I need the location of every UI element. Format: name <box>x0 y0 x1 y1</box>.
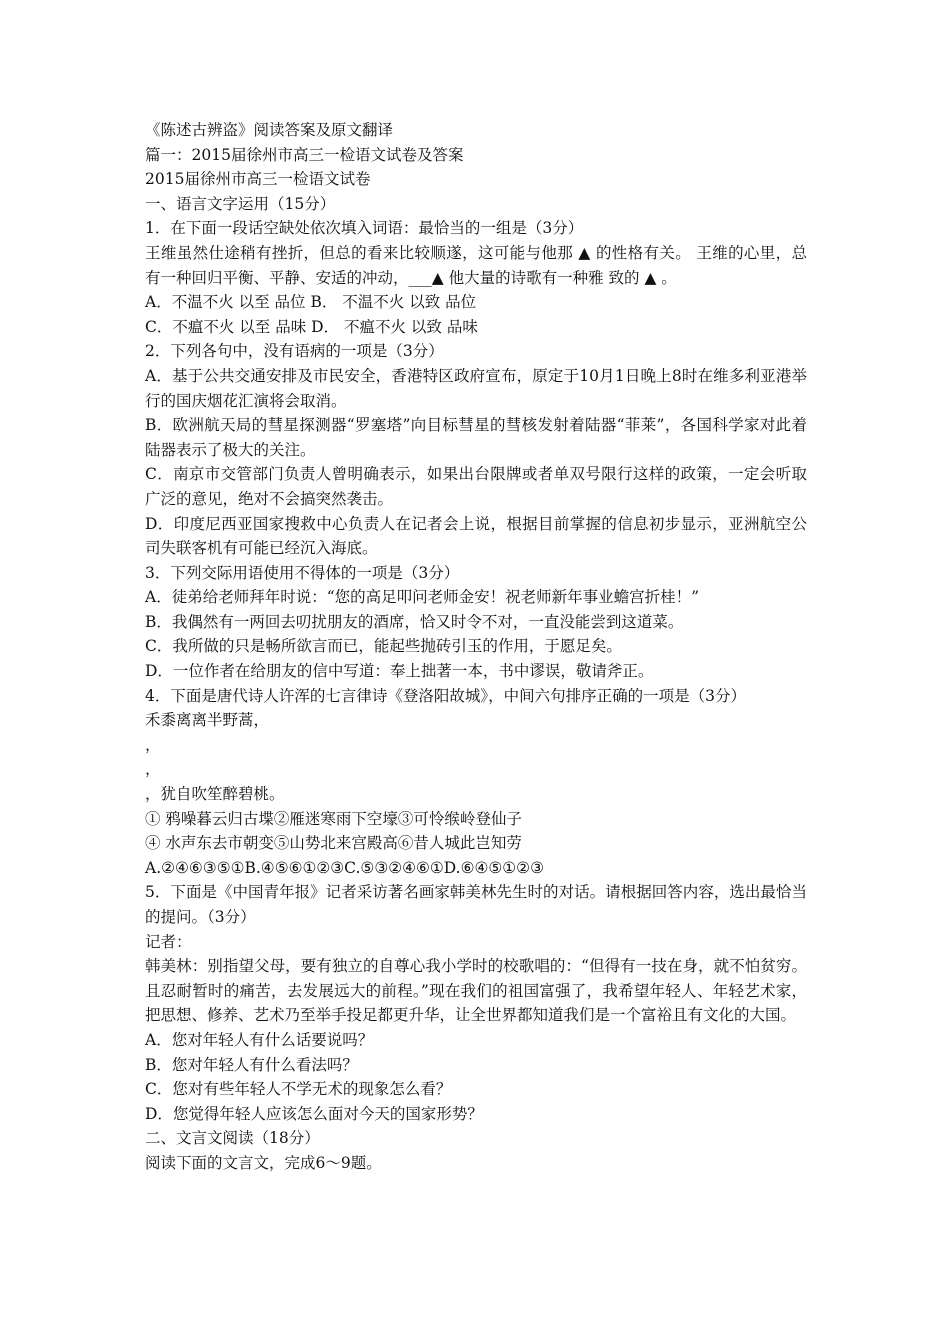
paragraph: 2015届徐州市高三一检语文试卷 <box>145 170 371 189</box>
question-3-option-b: B．我偶然有一两回去叨扰朋友的酒席，恰又时令不对，一直没能尝到这道菜。 <box>145 612 684 631</box>
question-3-option-d: D．一位作者在给朋友的信中写道：奉上拙著一本，书中谬误，敬请斧正。 <box>145 662 654 681</box>
question-2-option-b: B．欧洲航天局的彗星探测器“罗塞塔”向目标彗星的彗核发射着陆器“菲莱”，各国科学家对此着陆器表示了极大的关注。 <box>145 416 807 459</box>
poem-line: 禾黍离离半野蒿， <box>145 711 270 730</box>
interview-answer: 韩美林：别指望父母，要有独立的自尊心我小学时的校歌唱的：“但得有一技在身，就不怕贫穷。且忍耐暂时的痛苦，去发展远大的前程。”现在我们的祖国富强了，我希望年轻人、年轻艺术家，把思想、修养、艺术乃至举手投足都更升华，让全世界都知道我们是一个富裕且有文化的大国。 <box>145 957 807 1025</box>
question-2-option-d: D．印度尼西亚国家搜救中心负责人在记者会上说，根据目前掌握的信息初步显示，亚洲航空公司失联客机有可能已经沉入海底。 <box>145 514 807 558</box>
section-heading: 一、语言文字运用（15分） <box>145 194 336 213</box>
question-1-options-ab: A．不温不火 以至 品位 B． 不温不火 以致 品位 <box>145 293 477 312</box>
document-title: 《陈述古辨盗》阅读答案及原文翻译 <box>145 121 394 139</box>
poem-line: ，犹自吹笙醉碧桃。 <box>145 785 285 804</box>
question-5: 5．下面是《中国青年报》记者采访著名画家韩美林先生时的对话。请根据回答内容，选出最恰当的提问。（3分） <box>145 883 807 926</box>
question-2-option-a: A．基于公共交通安排及市民安全，香港特区政府宣布，原定于10月1日晚上8时在维多利亚港举行的国庆烟花汇演将会取消。 <box>145 366 807 410</box>
question-2: 2．下列各句中，没有语病的一项是（3分） <box>145 342 444 361</box>
question-5-option-d: D．您觉得年轻人应该怎么面对今天的国家形势？ <box>145 1104 483 1123</box>
question-3-option-a: A．徒弟给老师拜年时说：“您的高足叩问老师金安！祝老师新年事业蟾宫折桂！” <box>145 588 700 607</box>
question-4-options: A.②④⑥③⑤①B.④⑤⑥①②③C.⑤③②④⑥①D.⑥④⑤①②③ <box>145 858 544 877</box>
interview-reporter: 记者： <box>145 932 192 951</box>
poem-choices: ① 鸦噪暮云归古堞②雁迷寒雨下空壕③可怜缑岭登仙子 <box>145 809 522 828</box>
question-1: 1．在下面一段话空缺处依次填入词语：最恰当的一组是（3分） <box>145 219 584 238</box>
paragraph: 篇一：2015届徐州市高三一检语文试卷及答案 <box>145 145 464 164</box>
paragraph: 阅读下面的文言文，完成6～9题。 <box>145 1153 382 1172</box>
question-1-passage: 王维虽然仕途稍有挫折，但总的看来比较顺遂，这可能与他那 ▲ 的性格有关。 王维的心里，总有一种回归平衡、平静、安适的冲动，___▲ 他大量的诗歌有一种雅 致的 ▲ 。 <box>145 243 807 287</box>
poem-choices: ④ 水声东去市朝变⑤山势北来宫殿高⑥昔人城此岂知劳 <box>145 834 522 853</box>
question-3-option-c: C．我所做的只是畅所欲言而已，能起些抛砖引玉的作用，于愿足矣。 <box>145 637 622 656</box>
question-4: 4．下面是唐代诗人许浑的七言律诗《登洛阳故城》，中间六句排序正确的一项是（3分） <box>145 686 746 705</box>
question-3: 3．下列交际用语使用不得体的一项是（3分） <box>145 563 460 582</box>
question-2-option-c: C．南京市交管部门负责人曾明确表示，如果出台限牌或者单双号限行这样的政策，一定会听取广泛的意见，绝对不会搞突然袭击。 <box>145 465 807 508</box>
question-5-option-b: B．您对年轻人有什么看法吗？ <box>145 1055 358 1074</box>
document-page <box>145 118 807 1176</box>
section-heading: 二、文言文阅读（18分） <box>145 1129 320 1148</box>
question-5-option-c: C．您对有些年轻人不学无术的现象怎么看？ <box>145 1080 452 1099</box>
poem-line: ， <box>145 735 161 754</box>
question-1-options-cd: C．不瘟不火 以至 品味 D． 不瘟不火 以致 品味 <box>145 317 478 336</box>
poem-line: ， <box>145 760 161 779</box>
question-5-option-a: A．您对年轻人有什么话要说吗？ <box>145 1030 374 1049</box>
